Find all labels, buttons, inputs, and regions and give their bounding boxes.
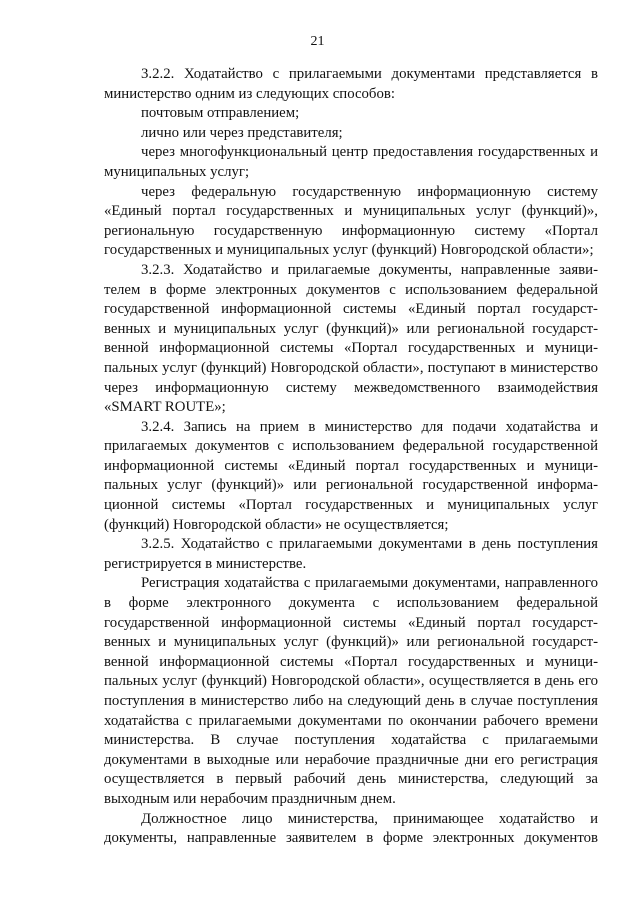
text-line: через информационную систему межведомственного взаимодействия (104, 379, 598, 396)
text-line: «SMART ROUTE»; (104, 399, 226, 416)
text-line: регистрируется в министерстве. (104, 555, 307, 572)
text-line: венной информационной системы «Портал государственных и муници- (104, 653, 598, 670)
text-line: в форме электронного документа с использованием федеральной (104, 595, 598, 612)
text-line: поступления в министерство либо на следующий день в случае поступления (104, 693, 598, 709)
text-line: выходным или нерабочим праздничным днем. (104, 790, 396, 807)
text-line: муниципальных услуг; (104, 163, 250, 180)
text-line: венных и муниципальных услуг (функций)» или региональной государст- (104, 634, 598, 651)
text-line: 3.2.5. Ходатайство с прилагаемыми документами в день поступления (141, 536, 598, 553)
text-line: (функций) Новгородской области» не осуществляется; (104, 516, 449, 533)
text-line: Должностное лицо министерства, принимающее ходатайство и (141, 810, 598, 827)
document-body (104, 65, 598, 849)
text-line: ходатайства с прилагаемыми документами по окончании рабочего времени (104, 712, 598, 729)
text-line: пальных услуг (функций) Новгородской области», поступают в министерство (104, 359, 598, 376)
text-line: ционной системы «Портал государственных и муниципальных услуг (104, 497, 598, 514)
text-line: через федеральную государственную информационную систему (141, 183, 598, 200)
text-line: 3.2.3. Ходатайство и прилагаемые документы, направленные заяви- (141, 261, 598, 278)
text-line: пальных услуг (функций)» или региональной государственной информа- (104, 477, 598, 494)
text-line: информационной системы «Единый портал государственных и муници- (104, 457, 598, 474)
text-line: пальных услуг (функций) Новгородской области», осуществляется в день его (104, 673, 598, 690)
text-line: министерство одним из следующих способов: (104, 85, 395, 102)
text-line: региональную государственную информационную систему «Портал (104, 222, 598, 239)
text-line: почтовым отправлением; (141, 105, 300, 122)
text-line: государственных и муниципальных услуг (функций) Новгородской области»; (104, 242, 594, 259)
text-line: министерства. В случае поступления ходатайства с прилагаемыми (104, 732, 598, 749)
text-line: телем в форме электронных документов с использованием федеральной (104, 281, 598, 298)
text-line: документы, направленные заявителем в форме электронных документов (104, 830, 598, 847)
text-line: венной информационной системы «Портал государственных и муници- (104, 340, 598, 357)
text-line: документами в выходные или нерабочие праздничные дни его регистрация (104, 751, 598, 768)
text-line: государственной информационной системы «Единый портал государст- (104, 301, 598, 318)
text-line: Регистрация ходатайства с прилагаемыми документами, направленного (141, 575, 598, 592)
page-number: 21 (310, 34, 325, 49)
text-line: осуществляется в первый рабочий день министерства, следующий за (104, 771, 598, 788)
text-line: венных и муниципальных услуг (функций)» или региональной государст- (104, 320, 598, 337)
text-line: прилагаемых документов с использованием федеральной государственной (104, 438, 598, 455)
text-line: лично или через представителя; (141, 124, 343, 141)
text-line: государственной информационной системы «Единый портал государст- (104, 614, 598, 631)
text-line: «Единый портал государственных и муниципальных услуг (функций)», (104, 203, 598, 220)
text-line: через многофункциональный центр предоставления государственных и (141, 144, 598, 161)
text-line: 3.2.4. Запись на прием в министерство для подачи ходатайства и (141, 418, 598, 435)
text-line: 3.2.2. Ходатайство с прилагаемыми документами представляется в (141, 66, 598, 82)
